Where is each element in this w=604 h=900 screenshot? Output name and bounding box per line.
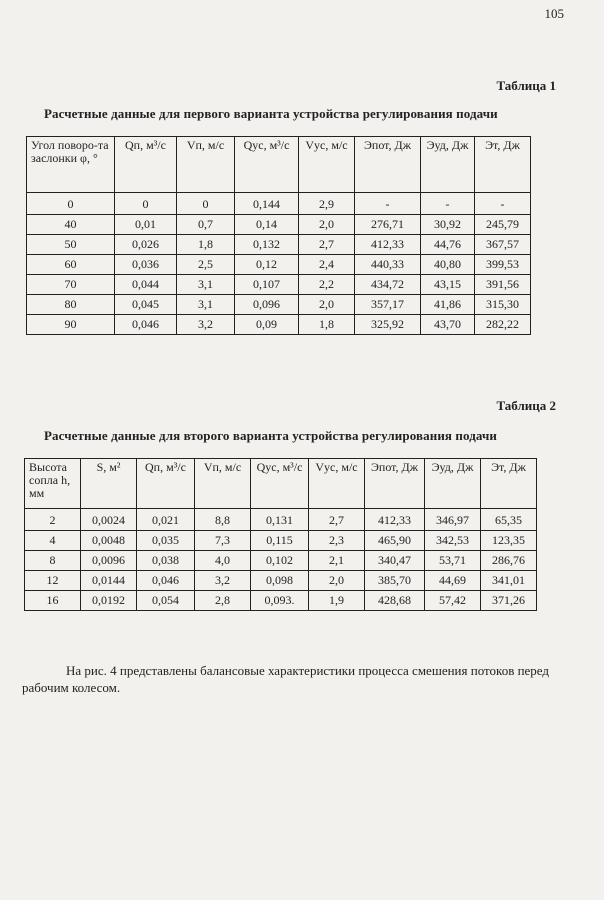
table2-header-cell: Высота сопла h, мм: [25, 459, 81, 509]
table-row: [27, 275, 531, 295]
table-cell: 0,026: [115, 235, 177, 255]
table-cell: 0,0024: [81, 509, 137, 531]
table-cell: 0: [177, 193, 235, 215]
table1-header-cell: Vп, м/с: [177, 137, 235, 193]
table-cell: 4,0: [195, 551, 251, 571]
table-row: [27, 215, 531, 235]
table-cell: 2,9: [299, 193, 355, 215]
table-cell: 60: [27, 255, 115, 275]
table-cell: 0,044: [115, 275, 177, 295]
table-row: [25, 509, 537, 531]
table-row: [25, 571, 537, 591]
table-cell: 3,1: [177, 295, 235, 315]
table-cell: 465,90: [365, 531, 425, 551]
table-row: [27, 295, 531, 315]
table-cell: 43,15: [421, 275, 475, 295]
table1-header-cell: Угол поворо-та заслонки φ, °: [27, 137, 115, 193]
table-cell: 245,79: [475, 215, 531, 235]
table-cell: 1,9: [309, 591, 365, 611]
table-cell: 12: [25, 571, 81, 591]
table-cell: 2,8: [195, 591, 251, 611]
table-cell: 391,56: [475, 275, 531, 295]
table1-header-cell: Qп, м³/с: [115, 137, 177, 193]
table-cell: -: [475, 193, 531, 215]
table-cell: 315,30: [475, 295, 531, 315]
table1-header-cell: Эуд, Дж: [421, 137, 475, 193]
table-cell: 1,8: [299, 315, 355, 335]
table-cell: 70: [27, 275, 115, 295]
table-cell: 341,01: [481, 571, 537, 591]
table-cell: 0,093.: [251, 591, 309, 611]
table-cell: 0: [115, 193, 177, 215]
table-cell: 2,7: [299, 235, 355, 255]
body-paragraph: На рис. 4 представлены балансовые характеристики процесса смешения потоков перед рабочим колесом.: [22, 663, 550, 695]
table2-header-cell: S, м²: [81, 459, 137, 509]
table-cell: 41,86: [421, 295, 475, 315]
table2-header-cell: Vус, м/с: [309, 459, 365, 509]
table1: [26, 136, 531, 335]
table-cell: 0,0096: [81, 551, 137, 571]
table-cell: -: [355, 193, 421, 215]
table-cell: 412,33: [365, 509, 425, 531]
table2: [24, 458, 537, 611]
table-cell: 2,0: [309, 571, 365, 591]
table-cell: 40,80: [421, 255, 475, 275]
table-cell: 0,046: [137, 571, 195, 591]
table2-header-cell: Эпот, Дж: [365, 459, 425, 509]
table2-header-cell: Vп, м/с: [195, 459, 251, 509]
table-cell: 0,021: [137, 509, 195, 531]
table2-caption: Расчетные данные для второго варианта устройства регулирования подачи: [44, 428, 497, 443]
table-cell: 65,35: [481, 509, 537, 531]
table-cell: 357,17: [355, 295, 421, 315]
table-cell: 3,2: [177, 315, 235, 335]
table-cell: 2,2: [299, 275, 355, 295]
table-cell: 0,14: [235, 215, 299, 235]
table-cell: 0,107: [235, 275, 299, 295]
table-cell: 346,97: [425, 509, 481, 531]
table-cell: 0,144: [235, 193, 299, 215]
table-cell: 16: [25, 591, 81, 611]
table-cell: 8: [25, 551, 81, 571]
table-cell: 371,26: [481, 591, 537, 611]
table2-header-cell: Qп, м³/с: [137, 459, 195, 509]
table-cell: 428,68: [365, 591, 425, 611]
table-cell: 276,71: [355, 215, 421, 235]
table-row: [25, 551, 537, 571]
table-cell: 0,12: [235, 255, 299, 275]
table-cell: 2,1: [309, 551, 365, 571]
table-cell: 0,115: [251, 531, 309, 551]
table-cell: 0: [27, 193, 115, 215]
table-cell: 2,4: [299, 255, 355, 275]
table-cell: 53,71: [425, 551, 481, 571]
table-cell: 0,098: [251, 571, 309, 591]
table-cell: 3,2: [195, 571, 251, 591]
table-cell: 57,42: [425, 591, 481, 611]
table-cell: 0,096: [235, 295, 299, 315]
table-cell: 3,1: [177, 275, 235, 295]
table-cell: -: [421, 193, 475, 215]
table-cell: 367,57: [475, 235, 531, 255]
table-cell: 123,35: [481, 531, 537, 551]
table-cell: 44,76: [421, 235, 475, 255]
table-cell: 340,47: [365, 551, 425, 571]
table-cell: 0,054: [137, 591, 195, 611]
table-cell: 2,5: [177, 255, 235, 275]
table-cell: 43,70: [421, 315, 475, 335]
table-cell: 2: [25, 509, 81, 531]
table-row: [27, 235, 531, 255]
table-row: [27, 193, 531, 215]
table-cell: 440,33: [355, 255, 421, 275]
table-cell: 0,046: [115, 315, 177, 335]
table-cell: 0,09: [235, 315, 299, 335]
table-cell: 0,0192: [81, 591, 137, 611]
table-cell: 2,0: [299, 295, 355, 315]
table-cell: 4: [25, 531, 81, 551]
table2-label: Таблица 2: [496, 398, 556, 413]
table1-header-cell: Эт, Дж: [475, 137, 531, 193]
table-cell: 399,53: [475, 255, 531, 275]
table-cell: 2,7: [309, 509, 365, 531]
table-cell: 40: [27, 215, 115, 235]
table-row: [25, 531, 537, 551]
table-cell: 30,92: [421, 215, 475, 235]
table-row: [27, 315, 531, 335]
table2-header-cell: Эуд, Дж: [425, 459, 481, 509]
table-cell: 44,69: [425, 571, 481, 591]
table-cell: 0,7: [177, 215, 235, 235]
table-cell: 2,0: [299, 215, 355, 235]
table1-header-cell: Qус, м³/с: [235, 137, 299, 193]
table-cell: 0,102: [251, 551, 309, 571]
table1-header-cell: Эпот, Дж: [355, 137, 421, 193]
table-cell: 7,3: [195, 531, 251, 551]
table1-caption: Расчетные данные для первого варианта устройства регулирования подачи: [44, 106, 498, 121]
table1-label: Таблица 1: [496, 78, 556, 93]
table-row: [25, 591, 537, 611]
table-cell: 8,8: [195, 509, 251, 531]
table-cell: 412,33: [355, 235, 421, 255]
table-cell: 2,3: [309, 531, 365, 551]
table-cell: 325,92: [355, 315, 421, 335]
table-cell: 286,76: [481, 551, 537, 571]
table-cell: 90: [27, 315, 115, 335]
table1-header-cell: Vус, м/с: [299, 137, 355, 193]
table-cell: 1,8: [177, 235, 235, 255]
table-cell: 0,0048: [81, 531, 137, 551]
table-cell: 282,22: [475, 315, 531, 335]
table-cell: 50: [27, 235, 115, 255]
table-cell: 0,131: [251, 509, 309, 531]
table-row: [27, 255, 531, 275]
table2-header-cell: Эт, Дж: [481, 459, 537, 509]
table-cell: 0,045: [115, 295, 177, 315]
table2-header-cell: Qус, м³/с: [251, 459, 309, 509]
page-number: 105: [544, 6, 564, 21]
table-cell: 0,01: [115, 215, 177, 235]
table-cell: 0,036: [115, 255, 177, 275]
table-cell: 385,70: [365, 571, 425, 591]
table-cell: 434,72: [355, 275, 421, 295]
table-cell: 342,53: [425, 531, 481, 551]
table-cell: 80: [27, 295, 115, 315]
table-cell: 0,132: [235, 235, 299, 255]
table-cell: 0,035: [137, 531, 195, 551]
table-cell: 0,038: [137, 551, 195, 571]
table-cell: 0,0144: [81, 571, 137, 591]
